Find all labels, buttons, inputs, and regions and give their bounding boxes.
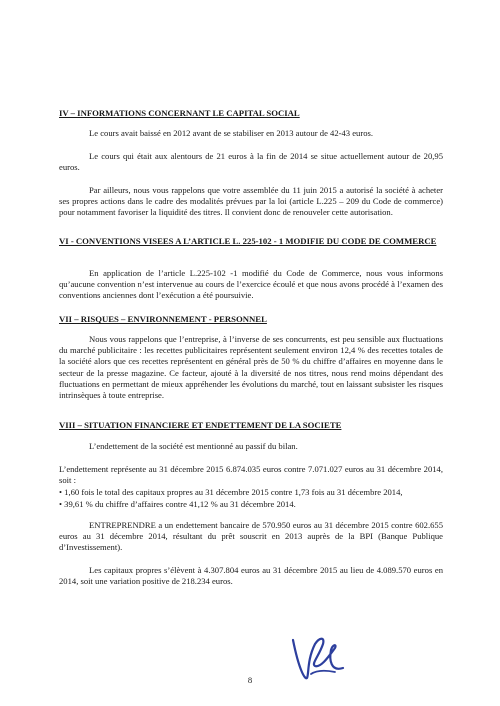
section-iv-paragraph-1: Le cours avait baissé en 2012 avant de se stabiliser en 2013 autour de 42-43 euros. (89, 128, 373, 138)
section-viii-paragraph-4: Les capitaux propres s’élèvent à 4.307.804 euros au 31 décembre 2015 au lieu de 4.089.570 euros en 2014, soit une variation positive de 218.234 euros. (59, 565, 443, 587)
section-vi-paragraph-1: En application de l’article L.225-102 -1 modifié du Code de Commerce, nous vous informons qu’aucune convention n’est intervenue au cours de l’exercice écoulé et que nous avons procédé à l’examen des conventions anciennes dont l’exécution a été poursuivie. (59, 268, 443, 301)
section-vii-title: VII – RISQUES – ENVIRONNEMENT - PERSONNEL (59, 314, 267, 324)
page-number: 8 (247, 675, 253, 685)
section-iv-paragraph-3: Par ailleurs, nous vous rappelons que votre assemblée du 11 juin 2015 a autorisé la société à acheter ses propres actions dans le cadre des modalités prévues par la loi (article L.225 – 209 du Code de commerce) pour notamment favoriser la liquidité des titres. Il convient donc de renouveler cette autorisation. (59, 185, 443, 218)
section-viii-bullet-2: • 39,61 % du chiffre d’affaires contre 41,12 % au 31 décembre 2014. (59, 499, 296, 509)
section-iv-title: IV – INFORMATIONS CONCERNANT LE CAPITAL SOCIAL (59, 108, 300, 118)
section-viii-paragraph-3: ENTREPRENDRE a un endettement bancaire de 570.950 euros au 31 décembre 2015 contre 602.655 euros au 31 décembre 2014, résultant du prêt souscrit en 2013 auprès de la BPI (Banque Publique d’Investissement). (59, 520, 443, 553)
section-viii-bullet-1: • 1,60 fois le total des capitaux propres au 31 décembre 2015 contre 1,73 fois au 31 décembre 2014, (59, 487, 403, 497)
section-iv-paragraph-2: Le cours qui était aux alentours de 21 euros à la fin de 2014 se situe actuellement autour de 20,95 euros. (59, 151, 443, 173)
handwritten-signature (285, 630, 355, 690)
section-viii-title: VIII – SITUATION FINANCIERE ET ENDETTEMENT DE LA SOCIETE (59, 420, 342, 430)
section-vi-title: VI - CONVENTIONS VISEES A L’ARTICLE L. 225-102 - 1 MODIFIE DU CODE DE COMMERCE (59, 236, 437, 246)
section-vii-paragraph-1: Nous vous rappelons que l’entreprise, à l’inverse de ses concurrents, est peu sensible aux fluctuations du marché publicitaire : les recettes publicitaires représentent seulement environ 12,4 % des recettes totales de la société alors que ces recettes représentent en général près de 50 % du chiffre d’affaires en moyenne dans le secteur de la presse magazine. Ce facteur, ajouté à la diversité de nos titres, nous rend moins dépendant des fluctuations en permettant de mieux appréhender les évolutions du marché, tout en laissant subsister les risques intrinsèques à toute entreprise. (59, 334, 443, 401)
section-viii-paragraph-1: L’endettement de la société est mentionné au passif du bilan. (89, 441, 298, 451)
section-viii-paragraph-2: L’endettement représente au 31 décembre 2015 6.874.035 euros contre 7.071.027 euros au 31 décembre 2014, soit : (59, 464, 443, 486)
